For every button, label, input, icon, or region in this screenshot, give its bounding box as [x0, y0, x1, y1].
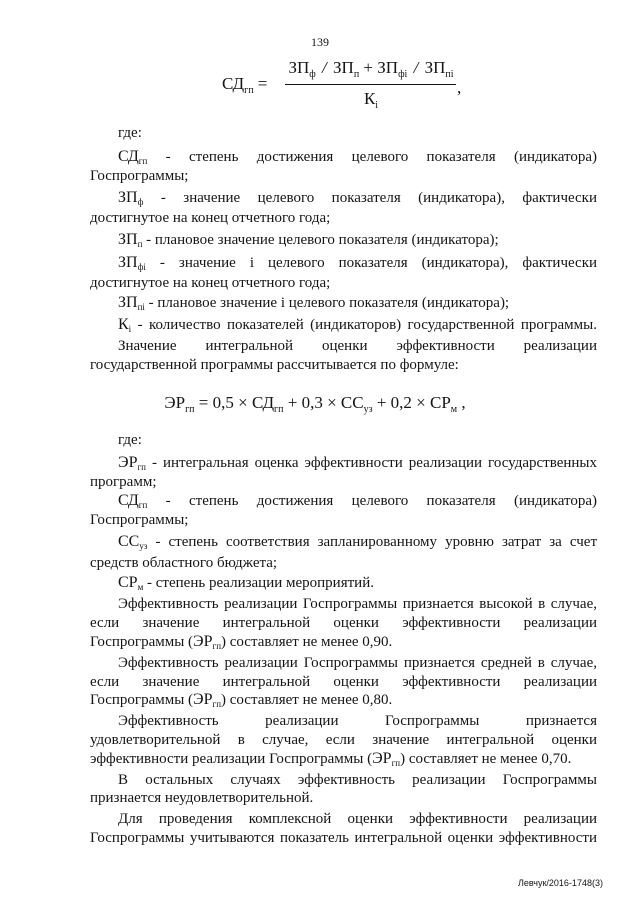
formula-part: + 0,3 × СС	[287, 393, 364, 412]
definition-line	[118, 230, 597, 250]
definition-text: - значение целевого показателя (индикатора), фактически	[160, 190, 597, 206]
text-line	[90, 749, 597, 769]
text-line	[90, 632, 597, 652]
formula-part: + 0,2 × СР	[376, 393, 451, 412]
text-line: если значение интегральной оценки эффективности реализации	[90, 674, 597, 690]
text-part: эффективности реализации Госпрограммы (	[90, 751, 373, 767]
text-line: программ;	[90, 474, 157, 490]
term-symbol: ЭР	[193, 691, 213, 708]
subscript: пi	[445, 69, 454, 80]
formula-denominator	[284, 88, 458, 110]
subscript: фi	[137, 262, 146, 272]
text-line: Для проведения комплексной оценки эффективности реализации	[118, 811, 597, 827]
text-line: удовлетворительной в случае, если значение интегральной оценки	[90, 732, 597, 748]
term-symbol: ЗП	[118, 231, 138, 248]
subscript: гп	[391, 758, 401, 768]
definition-text: - степень достижения целевого показателя (индикатора)	[165, 149, 597, 165]
subscript: гп	[138, 156, 148, 166]
fraction-bar	[285, 84, 456, 85]
where-label: где:	[118, 432, 142, 448]
definition-line	[118, 188, 597, 208]
term-symbol: ЗП	[118, 254, 138, 271]
text-line: Госпрограммы;	[90, 168, 189, 184]
subscript: м	[450, 404, 458, 415]
definition-line	[118, 147, 597, 167]
definition-line	[118, 573, 597, 593]
text-line	[90, 690, 597, 710]
text-line: если значение интегральной оценки эффективности реализации	[90, 615, 597, 631]
division-sign: /	[322, 58, 327, 77]
subscript: гп	[274, 404, 284, 415]
subscript: м	[137, 582, 144, 592]
page-number: 139	[311, 35, 329, 49]
where-label: где:	[118, 125, 142, 141]
text-line: В остальных случаях эффективность реализации Госпрограммы	[118, 772, 597, 788]
formula-symbol: ЗП	[424, 58, 446, 77]
definition-line	[118, 315, 597, 335]
term-symbol: ЭР	[372, 750, 392, 767]
formula-comma: ,	[461, 393, 466, 412]
text-part: Госпрограммы (	[90, 634, 194, 650]
formula-symbol: ЗП	[333, 58, 354, 77]
plus-sign: +	[363, 58, 374, 77]
subscript: п	[137, 239, 143, 249]
text-line: Эффективность реализации Госпрограммы признается высокой в случае,	[118, 596, 597, 612]
subscript: ф	[137, 197, 144, 207]
subscript: гп	[138, 500, 148, 510]
formula-numerator	[284, 57, 458, 79]
definition-text: - степень достижения целевого показателя (индикатора)	[165, 493, 597, 509]
text-line: Госпрограммы;	[90, 512, 189, 528]
equals-sign: =	[257, 74, 268, 93]
text-line: средств областного бюджета;	[90, 555, 278, 571]
definition-text: - количество показателей (индикаторов) государственной программы.	[137, 317, 597, 333]
term-symbol: ЗП	[118, 189, 138, 206]
definition-text: - значение i целевого показателя (индикатора), фактически	[159, 255, 597, 271]
term-symbol: ЭР	[118, 454, 138, 471]
subscript: гп	[212, 699, 222, 709]
subscript: пi	[137, 302, 145, 312]
text-line: признается неудовлетворительной.	[90, 790, 314, 806]
subscript: гп	[244, 85, 254, 96]
text-line: достигнутое на конец отчетного года;	[90, 275, 331, 291]
formula-part: = 0,5 × СД	[198, 393, 275, 412]
definition-line	[118, 253, 597, 273]
text-part: ) составляет не менее 0,90.	[221, 634, 393, 650]
text-part: Госпрограммы (	[90, 692, 194, 708]
formula-symbol: ЭР	[164, 393, 186, 412]
definition-text: - степень реализации мероприятий.	[147, 575, 374, 591]
definition-text: - плановое значение i целевого показателя (индикатора);	[148, 295, 510, 311]
formula-symbol: ЗП	[377, 58, 399, 77]
division-sign: /	[413, 58, 419, 77]
text-part: ) составляет не менее 0,80.	[221, 692, 393, 708]
subscript: гп	[212, 641, 222, 651]
subscript: i	[375, 100, 379, 111]
formula-lhs	[222, 73, 267, 95]
text-part: ) составляет не менее 0,70.	[400, 751, 572, 767]
definition-text: - плановое значение целевого показателя (индикатора);	[146, 232, 499, 248]
subscript: гп	[185, 404, 195, 415]
subscript: уз	[363, 404, 373, 415]
definition-line	[118, 293, 597, 313]
subscript: гп	[137, 462, 146, 472]
text-line: Значение интегральной оценки эффективности реализации	[118, 338, 597, 354]
text-line: Госпрограммы учитываются показатель интегральной оценки эффективности	[90, 830, 597, 846]
formula-integral-efficiency	[95, 392, 535, 414]
text-line: государственной программы рассчитывается по формуле:	[90, 357, 459, 373]
definition-line	[118, 453, 597, 473]
definition-line	[118, 532, 597, 552]
term-symbol: СД	[118, 148, 139, 165]
text-line: Эффективность реализации Госпрограммы признается	[118, 713, 597, 729]
subscript: п	[353, 69, 360, 80]
formula-symbol: К	[363, 89, 376, 108]
subscript: уз	[139, 541, 148, 551]
document-footer-code: Левчук/2016-1748(3)	[518, 878, 603, 888]
definition-line	[118, 491, 597, 511]
definition-text: - степень соответствия запланированному уровню затрат за счет	[155, 534, 597, 550]
formula-symbol: ЗП	[288, 58, 310, 77]
text-line: Эффективность реализации Госпрограммы признается средней в случае,	[118, 655, 597, 671]
text-line: достигнутое на конец отчетного года;	[90, 210, 331, 226]
subscript: i	[128, 324, 132, 334]
formula-comma: ,	[457, 78, 462, 97]
subscript: фi	[398, 69, 408, 80]
definition-text: - интегральная оценка эффективности реализации государственных	[151, 455, 597, 471]
term-symbol: ЭР	[193, 633, 213, 650]
term-symbol: ЗП	[118, 294, 138, 311]
term-symbol: СС	[118, 533, 140, 550]
term-symbol: СД	[118, 492, 139, 509]
subscript: ф	[309, 69, 316, 80]
term-symbol: К	[118, 316, 129, 333]
term-symbol: СР	[118, 574, 138, 591]
formula-symbol: СД	[222, 74, 245, 93]
